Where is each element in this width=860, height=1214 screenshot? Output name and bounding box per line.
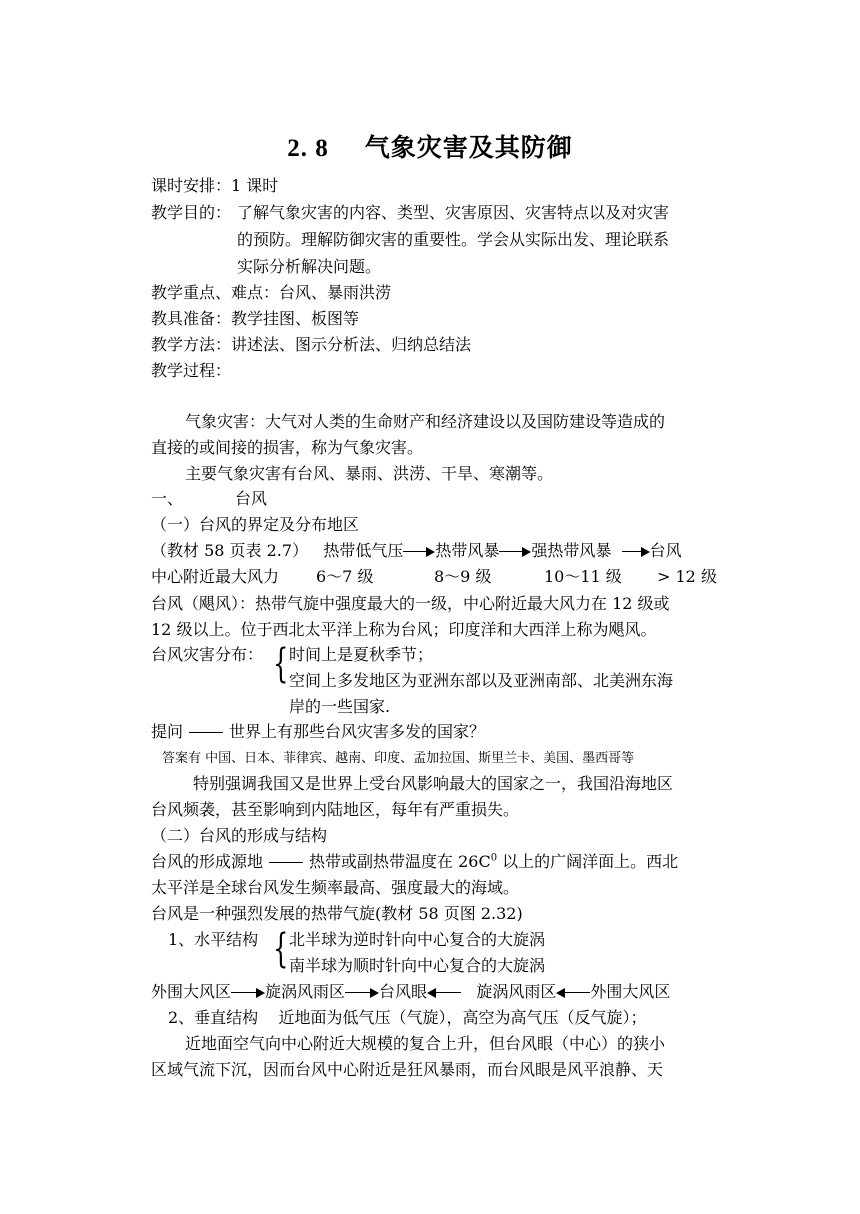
- emphasis-line: 台风频袭，甚至影响到内陆地区，每年有严重损失。: [151, 800, 520, 819]
- distribution-time: 时间上是夏秋季节；: [289, 645, 434, 664]
- chain-stage: 热带风暴: [435, 541, 500, 560]
- formation-source-text: 以上的广阔洋面上。西北: [497, 852, 679, 871]
- goal-line: 了解气象灾害的内容、类型、灾害原因、灾害特点以及对灾害: [237, 203, 670, 222]
- page-title: [0, 128, 860, 164]
- answer-line: 答案有 中国、日本、菲律宾、越南、印度、孟加拉国、斯里兰卡、美国、墨西哥等: [162, 751, 635, 766]
- subsection-heading: （二）台风的形成与结构: [151, 826, 328, 845]
- right-arrow-icon: [499, 547, 531, 557]
- zone-label: 台风眼: [379, 982, 428, 1001]
- section-heading-number: 一、: [151, 489, 184, 508]
- definition-line: 12 级以上。位于西北太平洋上称为台风；印度洋和大西洋上称为飓风。: [151, 620, 657, 639]
- process-line: 教学过程：: [151, 361, 232, 380]
- vertical-structure-label: 2、垂直结构: [168, 1008, 259, 1027]
- cyclone-line: 台风是一种强烈发展的热带气旋(教材 58 页图 2.32): [151, 904, 523, 923]
- formation-source-label: 台风的形成源地: [151, 852, 264, 871]
- degree-superscript: 0: [490, 852, 498, 864]
- section-heading-text: 台风: [235, 489, 268, 508]
- key-points-line: 教学重点、难点：台风、暴雨洪涝: [151, 283, 392, 302]
- right-arrow-icon: [345, 988, 379, 998]
- formation-source-text: 热带或副热带温度在 26C: [309, 852, 491, 871]
- force-value: 6～7 级: [316, 567, 374, 586]
- left-arrow-icon: [556, 988, 590, 998]
- section-number: 2. 8: [287, 135, 329, 162]
- vertical-structure-text: 近地面为低气压（气旋），高空为高气压（反气旋）；: [278, 1008, 647, 1027]
- chain-stage: 热带低气压: [323, 541, 404, 560]
- chain-stage: 台风: [649, 541, 682, 560]
- zone-label: 外围大风区: [151, 982, 232, 1001]
- definition-line: 台风（飓风）：热带气旋中强度最大的一级，中心附近最大风力在 12 级或: [151, 594, 670, 613]
- section-heading: [151, 489, 267, 509]
- left-brace-icon: {: [273, 926, 289, 972]
- dash-divider: [189, 732, 223, 733]
- right-arrow-icon: [622, 547, 650, 557]
- left-brace-icon: {: [273, 641, 289, 687]
- vertical-structure-line: [168, 1008, 647, 1028]
- right-arrow-icon: [231, 988, 265, 998]
- dash-divider: [269, 862, 303, 863]
- horizontal-structure-north: 北半球为逆时针向中心复合的大旋涡: [289, 930, 546, 949]
- goal-label: 教学目的：: [151, 203, 232, 222]
- emphasis-line: 特别强调我国又是世界上受台风影响最大的国家之一，我国沿海地区: [193, 774, 674, 793]
- horizontal-structure-label: 1、水平结构: [168, 930, 259, 949]
- distribution-space: 岸的一些国家.: [289, 697, 391, 716]
- horizontal-structure-south: 南半球为顺时针向中心复合的大旋涡: [289, 956, 546, 975]
- distribution-label: 台风灾害分布：: [151, 645, 264, 664]
- vertical-paragraph-line: 近地面空气向中心附近大规模的复合上升，但台风眼（中心）的狭小: [185, 1034, 666, 1053]
- formation-source-line: [151, 852, 678, 872]
- right-arrow-icon: [403, 547, 435, 557]
- vertical-paragraph-line: 区域气流下沉，因而台风中心附近是狂风暴雨，而台风眼是风平浪静、天: [151, 1060, 664, 1079]
- force-value: 8～9 级: [434, 567, 492, 586]
- typhoon-classification-chain: [151, 541, 682, 561]
- formation-source-line: 太平洋是全球台风发生频率最高、强度最大的海域。: [151, 878, 520, 897]
- zone-label: 旋涡风雨区: [265, 982, 346, 1001]
- goal-line: 的预防。理解防御灾害的重要性。学会从实际出发、理论联系: [237, 230, 670, 249]
- distribution-space: 空间上多发地区为亚洲东部以及亚洲南部、北美洲东海: [289, 671, 674, 690]
- chain-prefix: （教材 58 页表 2.7）: [151, 541, 309, 560]
- tools-line: 教具准备：教学挂图、板图等: [151, 309, 360, 328]
- intro-line: 直接的或间接的损害，称为气象灾害。: [151, 438, 424, 457]
- schedule-line: 课时安排：1 课时: [151, 176, 279, 195]
- intro-line: 主要气象灾害有台风、暴雨、洪涝、干旱、寒潮等。: [185, 464, 554, 483]
- question-label: 提问: [151, 722, 184, 741]
- title-text: 气象灾害及其防御: [364, 133, 573, 162]
- zone-label: 外围大风区: [590, 982, 671, 1001]
- subsection-heading: （一）台风的界定及分布地区: [151, 515, 360, 534]
- goal-line: 实际分析解决问题。: [237, 257, 382, 276]
- left-arrow-icon: [427, 988, 461, 998]
- zone-label: 旋涡风雨区: [476, 982, 557, 1001]
- force-value: 10～11 级: [544, 567, 622, 586]
- question-text: 世界上有那些台风灾害多发的国家？: [229, 722, 486, 741]
- typhoon-zones-line: [151, 982, 670, 1002]
- force-value: > 12 级: [657, 567, 717, 586]
- methods-line: 教学方法：讲述法、图示分析法、归纳总结法: [151, 335, 472, 354]
- intro-line: 气象灾害：大气对人类的生命财产和经济建设以及国防建设等造成的: [185, 412, 666, 431]
- question-line: [151, 722, 485, 742]
- force-label: 中心附近最大风力: [151, 567, 280, 586]
- chain-stage: 强热带风暴: [531, 541, 612, 560]
